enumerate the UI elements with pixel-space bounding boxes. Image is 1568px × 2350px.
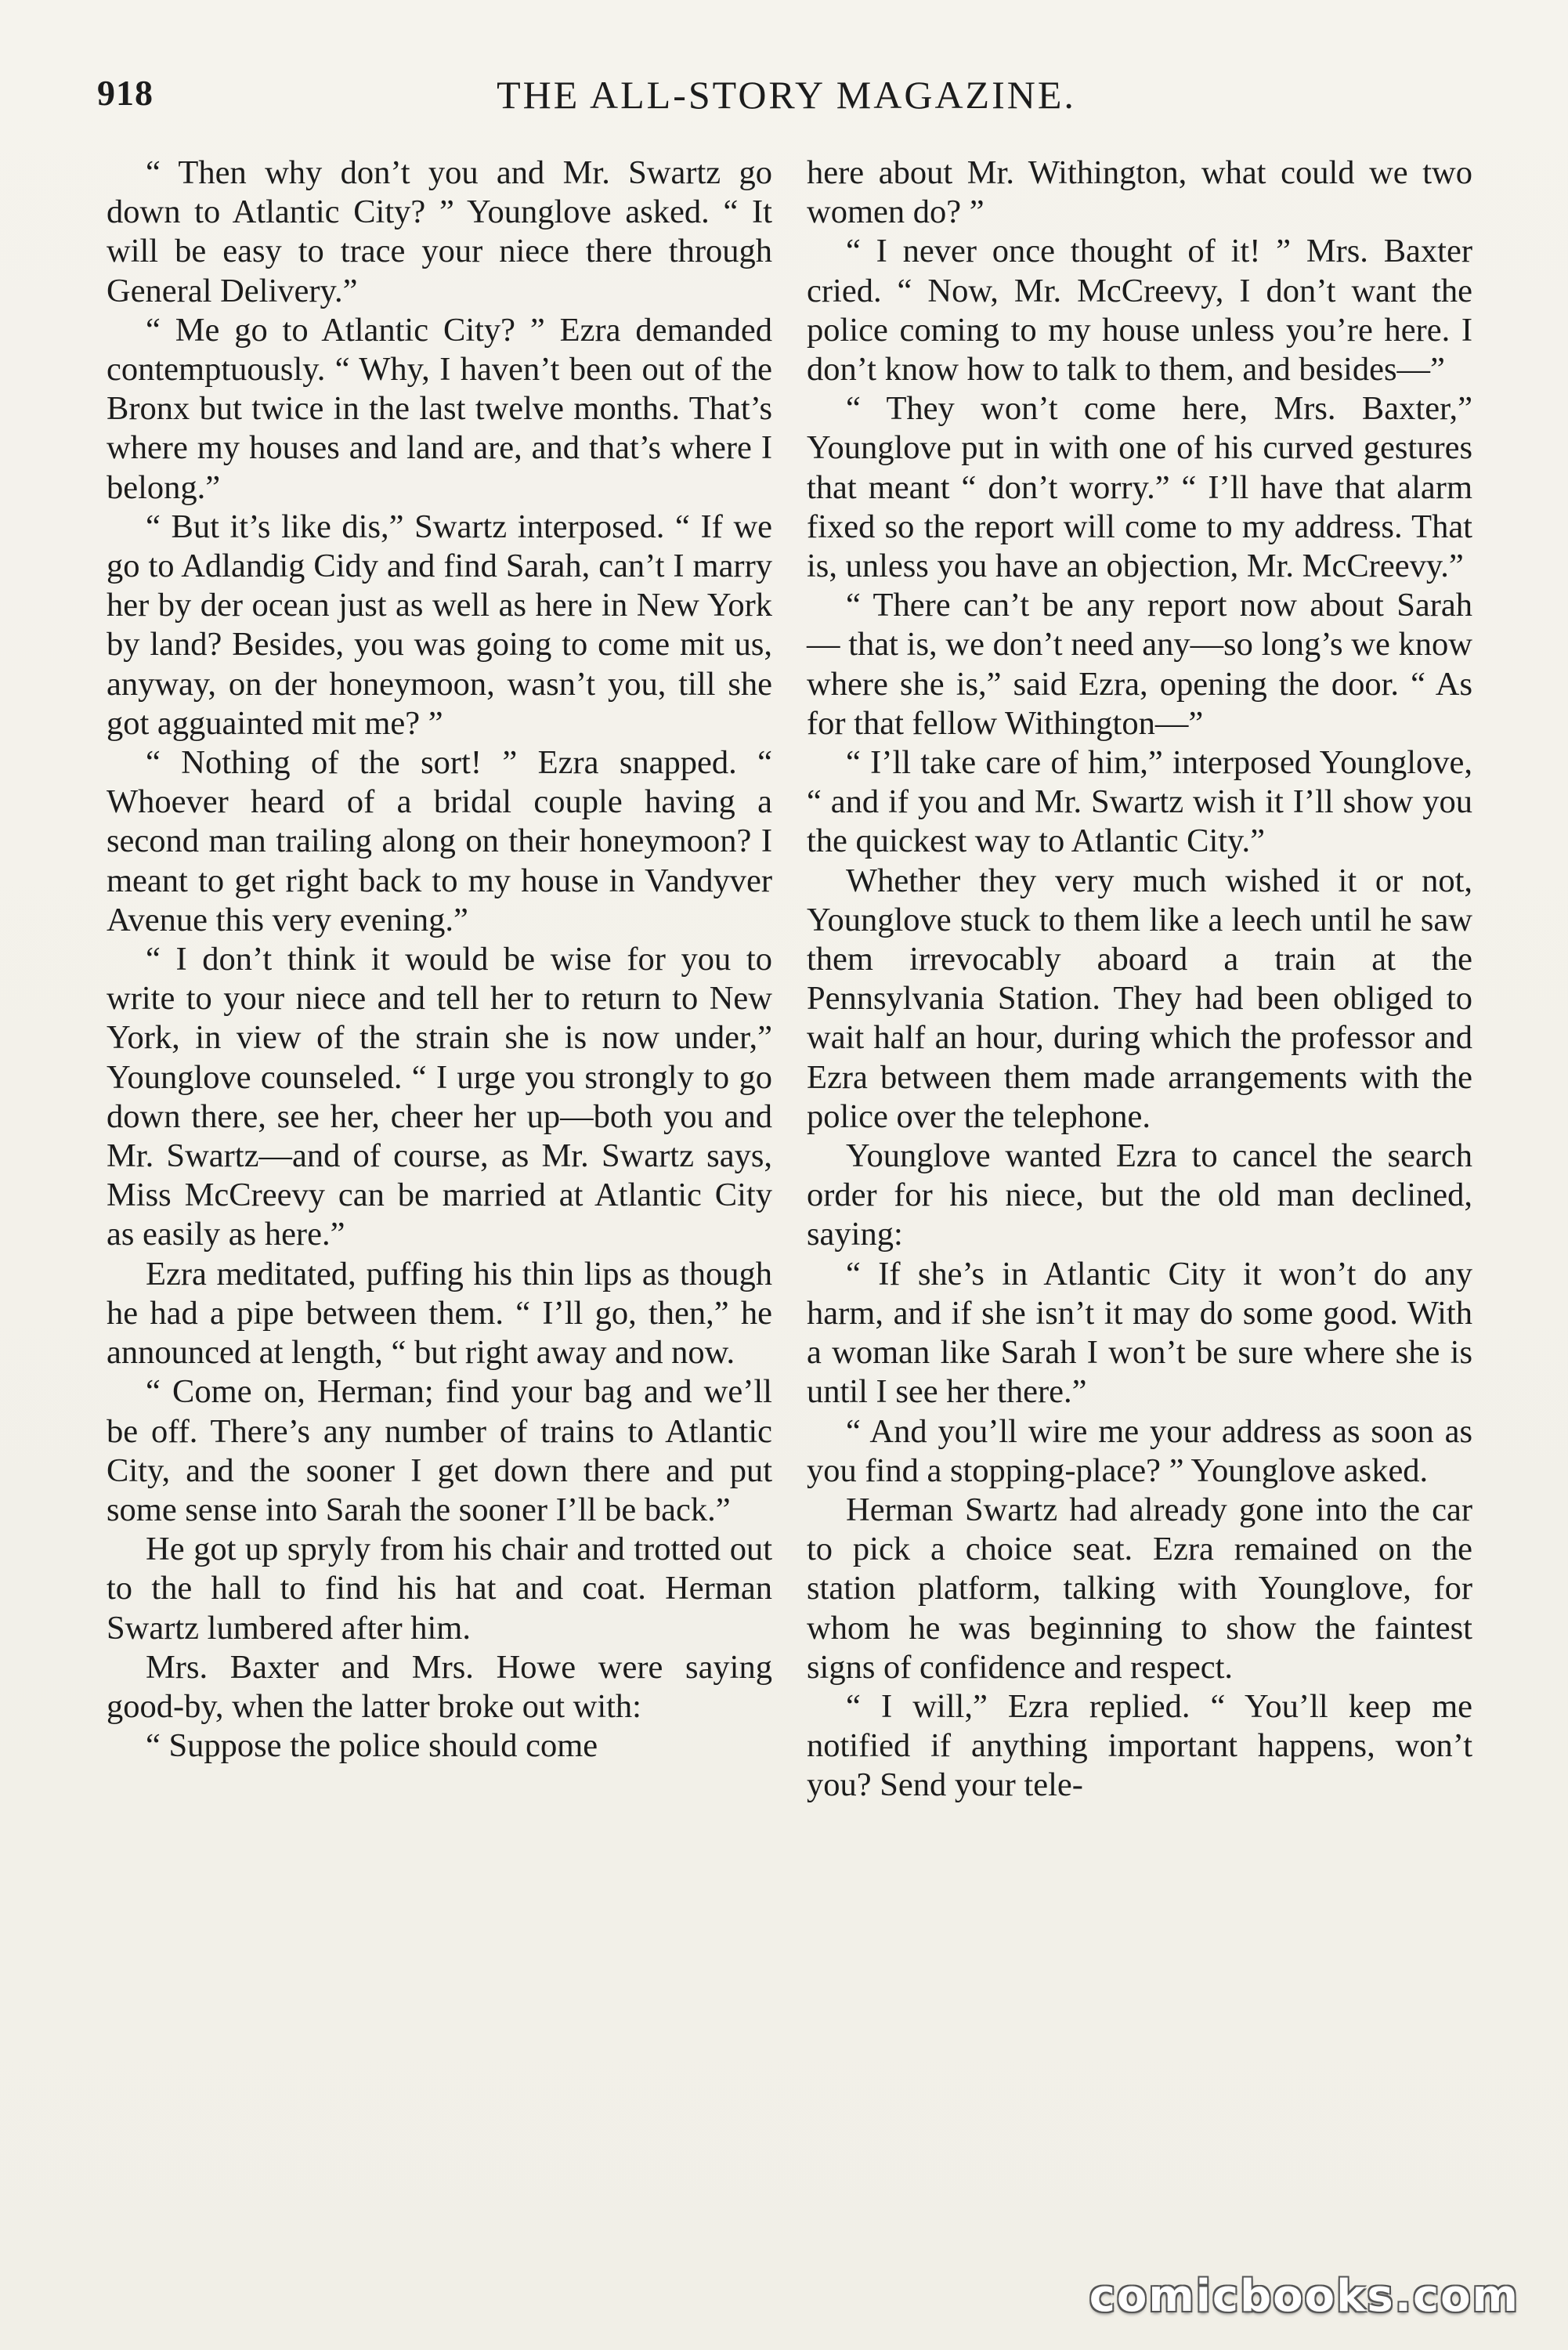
running-title: THE ALL-STORY MAGAZINE. (497, 73, 1076, 117)
paragraph: “ Nothing of the sort! ” Ezra snapped. “ Whoever heard of a bridal couple having a second man trailing along on their honeymoon? I meant to get right back to my house in Vandyver Avenue this very evening.” (107, 744, 772, 938)
site-watermark: comicbooks.com (1089, 2271, 1519, 2322)
page-number: 918 (97, 73, 154, 113)
paragraph: “ I don’t think it would be wise for you to write to your niece and tell her to return to New York, in view of the strain she is now under,” Younglove counseled. “ I urge you strongly to go down there, see her, cheer her up—both you and Mr. Swartz—and of course, as Mr. Swartz says, Miss McCreevy can be married at Atlantic City as easily as here.” (107, 941, 772, 1253)
page-header (97, 72, 1476, 127)
paragraph: “ Come on, Herman; find your bag and we’ll be off. There’s any number of trains to Atlantic City, and the sooner I get down there and put some sense into Sarah the sooner I’ll be back.” (107, 1373, 772, 1528)
paragraph: “ Suppose the police should come (146, 1727, 598, 1765)
paragraph: Younglove wanted Ezra to cancel the search order for his niece, but the old man declined, saying: (807, 1137, 1472, 1253)
right-column (807, 154, 1472, 1806)
paragraph: Mrs. Baxter and Mrs. Howe were saying good-by, when the latter broke out with: (107, 1648, 772, 1725)
paragraph: Herman Swartz had already gone into the car to pick a choice seat. Ezra remained on the station platform, talking with Younglove, for whom he was beginning to show the faintest signs of confidence and respect. (807, 1491, 1472, 1686)
paragraph: Ezra meditated, puffing his thin lips as though he had a pipe between them. “ I’ll go, then,” he announced at length, “ but right away and now. (107, 1255, 772, 1372)
paragraph: “ Then why don’t you and Mr. Swartz go down to Atlantic City? ” Younglove asked. “ It will be easy to trace your niece there through General Delivery.” (107, 154, 772, 309)
paragraph: “ But it’s like dis,” Swartz interposed. “ If we go to Adlandig Cidy and find Sarah, can’t I marry her by der ocean just as well as here in New York by land? Besides, you was going to come mit us, anyway, on der honeymoon, wasn’t you, till she got agguainted mit me? ” (107, 508, 772, 742)
paragraph: here about Mr. Withington, what could we two women do? ” (807, 154, 1472, 231)
left-column (107, 154, 772, 1766)
paragraph: “ And you’ll wire me your address as soon as you find a stopping-place? ” Younglove asked. (807, 1412, 1472, 1489)
paragraph: “ They won’t come here, Mrs. Baxter,” Younglove put in with one of his curved gestures that meant “ don’t worry.” “ I’ll have that alarm fixed so the report will come to my address. That is, unless you have an objection, Mr. McCreevy.” (807, 390, 1472, 585)
paragraph: “ I’ll take care of him,” interposed Younglove, “ and if you and Mr. Swartz wish it I’ll show you the quickest way to Atlantic City.” (807, 744, 1472, 860)
paragraph: “ There can’t be any report now about Sarah — that is, we don’t need any—so long’s we know where she is,” said Ezra, opening the door. “ As for that fellow Withington—” (807, 587, 1472, 742)
paragraph: He got up spryly from his chair and trotted out to the hall to find his hat and coat. Herman Swartz lumbered after him. (107, 1531, 772, 1647)
paragraph: “ Me go to Atlantic City? ” Ezra demanded contemptuously. “ Why, I haven’t been out of the Bronx but twice in the last twelve months. That’s where my houses and land are, and that’s where I belong.” (107, 311, 772, 506)
paragraph: “ I never once thought of it! ” Mrs. Baxter cried. “ Now, Mr. McCreevy, I don’t want the police coming to my house unless you’re here. I don’t know how to talk to them, and besides—” (807, 233, 1472, 389)
paragraph: “ If she’s in Atlantic City it won’t do any harm, and if she isn’t it may do some good. With a woman like Sarah I won’t be sure where she is until I see her there.” (807, 1255, 1472, 1411)
paragraph: Whether they very much wished it or not, Younglove stuck to them like a leech until he saw them irrevocably aboard a train at the Pennsylvania Station. They had been obliged to wait half an hour, during which the professor and Ezra between them made arrangements with the police over the telephone. (807, 862, 1472, 1135)
paragraph: “ I will,” Ezra replied. “ You’ll keep me notified if anything important happens, won’t you? Send your tele- (807, 1687, 1472, 1804)
